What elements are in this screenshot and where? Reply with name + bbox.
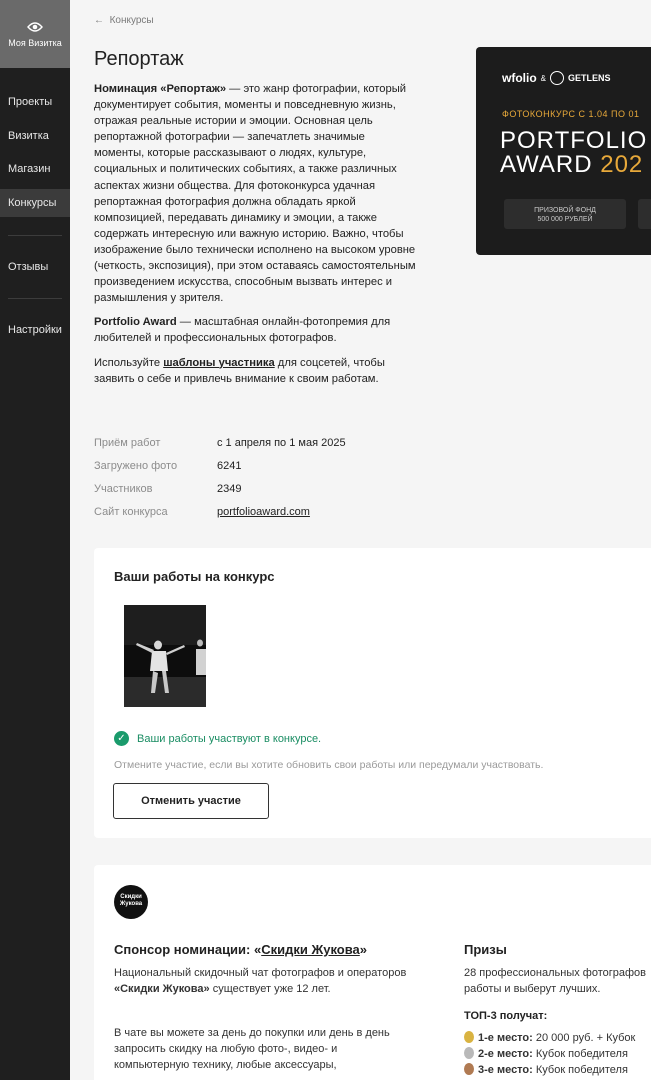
info-label: Сайт конкурса (94, 506, 168, 518)
prizes-text-line2: работы и выберут лучших. (464, 983, 601, 995)
prizes-heading: Призы (464, 942, 507, 957)
getlens-logo-icon (550, 71, 564, 85)
dancer-photo (124, 605, 206, 707)
contest-site-link[interactable]: portfolioaward.com (217, 506, 310, 518)
place-prize: 20 000 руб. + Кубок (532, 1032, 636, 1044)
sponsor-text-pre: Национальный скидочный чат фотографов и операторов (114, 967, 407, 979)
sidebar-item-contests[interactable]: Конкурсы (0, 189, 70, 217)
prize-fund-amount: 500 000 РУБЛЕЙ (537, 216, 593, 223)
sponsor-text (114, 965, 414, 997)
silver-medal-icon (464, 1047, 474, 1059)
sponsor-heading-pre: Спонсор номинации: « (114, 942, 262, 957)
nomination-description (94, 81, 418, 395)
sidebar-divider (8, 298, 62, 299)
nomination-text: — это жанр фотографии, который документирует события, моменты и повседневную жизнь, отражая реальные истории и эмоции. Основная цель репортажной фотографии — запечатлеть значимые моменты, которые рассказывают о людях, культуре, социальных и политических событиях, а также различных аспектах жизни общества. Для фотоконкурса удачная репортажная фотография должна обладать яркой композицией, передавать динамику и эмоции, а также содержать интересную или важную историю. Важно, чтобы изображение было технически исполнено на высоком уровне (четкость, экспозиция), при этом оставаясь самостоятельным произведением искусства, способным вызвать интерес и размышления у зрителя. (94, 83, 416, 305)
participant-templates-link[interactable]: шаблоны участника (163, 356, 275, 369)
banner-headline (500, 129, 647, 177)
sponsor-card (94, 865, 651, 1080)
sponsor-link[interactable]: Скидки Жукова (261, 942, 360, 957)
arrow-left-icon: ← (94, 15, 104, 26)
prizes-text-line1: 28 профессиональных фотографов (464, 967, 647, 979)
breadcrumb[interactable] (94, 15, 154, 26)
info-value: 6241 (217, 460, 242, 472)
banner-line2: AWARD (500, 151, 601, 178)
sidebar-divider (8, 235, 62, 236)
my-card-label: Моя Визитка (8, 37, 62, 48)
your-works-card (94, 548, 651, 838)
sidebar-item-settings[interactable]: Настройки (8, 324, 62, 336)
sponsor-logo-line2: Жукова (119, 901, 143, 907)
nomination-name: Номинация «Репортаж» (94, 83, 227, 95)
wfolio-logo: wfolio (502, 71, 537, 85)
getlens-logo: GETLENS (568, 73, 611, 83)
place-label: 2-е место: (478, 1048, 533, 1060)
award-banner[interactable] (476, 47, 651, 255)
banner-year: 202 (600, 151, 644, 178)
check-circle-icon: ✓ (114, 731, 129, 746)
breadcrumb-contests: Конкурсы (109, 15, 154, 26)
bronze-medal-icon (464, 1063, 474, 1075)
banner-line1: PORTFOLIO (500, 127, 648, 154)
sidebar-item-shop[interactable]: Магазин (8, 163, 51, 175)
works-heading: Ваши работы на конкурс (114, 569, 275, 584)
prize-place-row (464, 1030, 635, 1046)
info-row (94, 506, 346, 529)
sponsor-text-bold: «Скидки Жукова» (114, 983, 210, 995)
banner-amp: & (540, 73, 547, 83)
info-label: Загружено фото (94, 460, 178, 472)
submitted-photo-thumbnail[interactable] (124, 605, 206, 707)
my-card-button[interactable] (0, 0, 70, 68)
sponsor-heading-post: » (359, 942, 368, 957)
sponsor-logo-line1: Скидки (120, 894, 142, 900)
place-prize: Кубок победителя (532, 1064, 628, 1076)
banner-kicker: ФОТОКОНКУРС С 1.04 ПО 01 (502, 109, 640, 119)
prize-fund-label: ПРИЗОВОЙ ФОНД (534, 207, 596, 214)
page-title: Репортаж (94, 48, 184, 70)
templates-pre: Используйте (94, 356, 164, 369)
banner-logos (502, 71, 611, 85)
cancel-participation-button[interactable]: Отменить участие (113, 783, 269, 819)
award-name: Portfolio Award (94, 316, 177, 329)
place-prize: Кубок победителя (532, 1048, 628, 1060)
contest-info (94, 437, 346, 529)
gold-medal-icon (464, 1031, 474, 1043)
prize-fund-badge (504, 199, 626, 229)
info-value: 2349 (217, 483, 242, 495)
sidebar-item-card[interactable]: Визитка (8, 130, 49, 142)
prizes-text (464, 965, 651, 997)
place-label: 3-е место: (478, 1064, 533, 1076)
info-value: с 1 апреля по 1 мая 2025 (217, 437, 346, 449)
sidebar (0, 0, 70, 1080)
info-label: Приём работ (94, 437, 161, 449)
info-row (94, 483, 346, 506)
main-content (70, 0, 651, 1080)
participation-status (114, 731, 321, 746)
sponsor-text-2: В чате вы можете за день до покупки или день в день запросить скидку на любую фото-, видео- и компьютерную технику, любые аксессуары, (114, 1027, 390, 1071)
info-label: Участников (94, 483, 153, 495)
info-row (94, 460, 346, 483)
prize-place-row (464, 1046, 635, 1062)
banner-badge (638, 199, 651, 229)
prize-place-row (464, 1062, 635, 1078)
sponsor-logo[interactable] (114, 885, 148, 919)
eye-icon (27, 21, 43, 33)
templates-post: для соцсетей, чтобы заявить о себе и привлечь внимание к своим работам. (94, 356, 385, 385)
top3-heading: ТОП-3 получат: (464, 1010, 548, 1022)
sponsor-heading (114, 942, 367, 957)
award-text: — масштабная онлайн-фотопремия для любителей и профессиональных фотографов. (94, 316, 391, 345)
info-row (94, 437, 346, 460)
sponsor-text-post: существует уже 12 лет. (209, 983, 331, 995)
place-label: 1-е место: (478, 1032, 533, 1044)
cancel-hint: Отмените участие, если вы хотите обновить свои работы или передумали участвовать. (114, 759, 544, 771)
sidebar-item-reviews[interactable]: Отзывы (8, 261, 49, 273)
prize-places (464, 1030, 635, 1078)
sidebar-item-projects[interactable]: Проекты (8, 96, 53, 108)
participation-status-text: Ваши работы участвуют в конкурсе. (137, 732, 322, 745)
